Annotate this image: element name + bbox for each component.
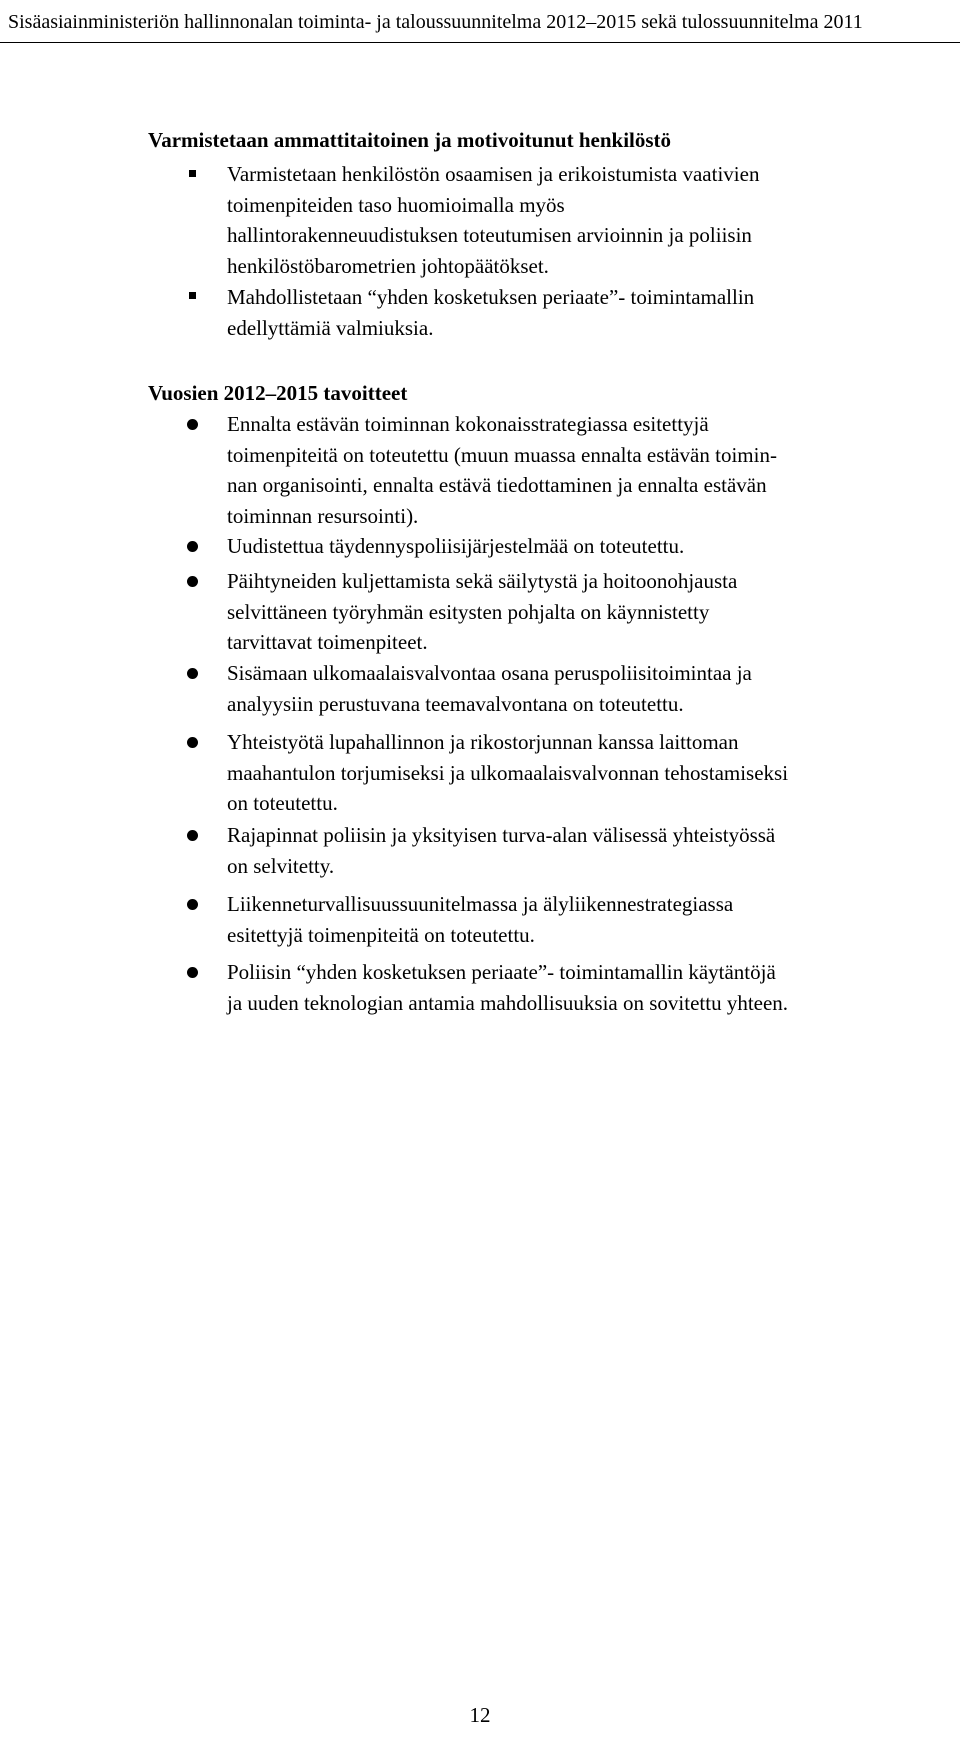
list-item [227,889,947,950]
list-item-line: Varmistetaan henkilöstön osaamisen ja erikoistumista vaativien [227,162,760,186]
round-bullet-icon [187,541,198,552]
square-bullet-icon [189,170,196,177]
list-item-line: henkilöstöbarometrien johtopäätökset. [227,253,549,278]
list-item-line: toimenpiteiden taso huomioimalla myös [227,192,565,217]
round-bullet-icon [187,419,198,430]
page-number: 12 [469,1703,491,1727]
list-item [227,282,947,343]
list-item-line: tarvittavat toimenpiteet. [227,630,428,655]
list-item [227,727,947,819]
list-item-line: Ennalta estävän toiminnan kokonaisstrategiassa esitettyjä [227,412,709,436]
section-heading-goals: Vuosien 2012–2015 tavoitteet [148,381,408,405]
round-bullet-icon [187,830,198,841]
round-bullet-icon [187,899,198,910]
list-item-line: ja uuden teknologian antamia mahdollisuuksia on sovitettu yhteen. [227,990,789,1015]
list-item-line: esitettyjä toimenpiteitä on toteutettu. [227,922,535,947]
page-header-text: Sisäasiainministeriön hallinnonalan toiminta- ja taloussuunnitelma 2012–2015 sekä tulossuunnitelma 2011 [8,11,863,33]
round-bullet-icon [187,576,198,587]
list-item-line: nan organisointi, ennalta estävä tiedottaminen ja ennalta estävän [227,473,767,498]
section-heading-staff: Varmistetaan ammattitaitoinen ja motivoitunut henkilöstö [148,128,672,152]
list-item-line: selvittäneen työryhmän esitysten pohjalta on käynnistetty [227,599,710,624]
list-item-line: Yhteistyötä lupahallinnon ja rikostorjunnan kanssa laittoman [227,730,739,754]
list-item-line: hallintorakenneuudistuksen toteutumisen arvioinnin ja poliisin [227,223,752,248]
list-item [227,957,947,1018]
list-item-line: Sisämaan ulkomaalaisvalvontaa osana peruspoliisitoimintaa ja [227,661,752,685]
list-item [227,159,947,281]
list-item [227,566,947,658]
list-item-line: analyysiin perustuvana teemavalvontana on toteutettu. [227,691,684,716]
list-item [227,409,947,531]
round-bullet-icon [187,737,198,748]
list-item [227,531,947,562]
list-item-line: Uudistettua täydennyspoliisijärjestelmää on toteutettu. [227,534,685,558]
square-bullet-icon [189,292,196,299]
list-item [227,658,947,719]
list-item-line: Rajapinnat poliisin ja yksityisen turva-alan välisessä yhteistyössä [227,823,776,847]
list-item-line: Poliisin “yhden kosketuksen periaate”- toimintamallin käytäntöjä [227,960,776,984]
list-item-line: Päihtyneiden kuljettamista sekä säilytystä ja hoitoonohjausta [227,569,738,593]
page-header [0,6,960,43]
list-item-line: on toteutettu. [227,791,338,816]
round-bullet-icon [187,668,198,679]
list-item-line: Mahdollistetaan “yhden kosketuksen periaate”- toimintamallin [227,285,755,309]
list-item-line: toiminnan resursointi). [227,503,419,528]
list-item [227,820,947,881]
list-item-line: Liikenneturvallisuussuunitelmassa ja älyliikennestrategiassa [227,892,734,916]
round-bullet-icon [187,967,198,978]
list-item-line: edellyttämiä valmiuksia. [227,315,434,340]
list-item-line: toimenpiteitä on toteutettu (muun muassa ennalta estävän toimin- [227,442,777,467]
list-item-line: maahantulon torjumiseksi ja ulkomaalaisvalvonnan tehostamiseksi [227,760,789,785]
list-item-line: on selvitetty. [227,853,335,878]
